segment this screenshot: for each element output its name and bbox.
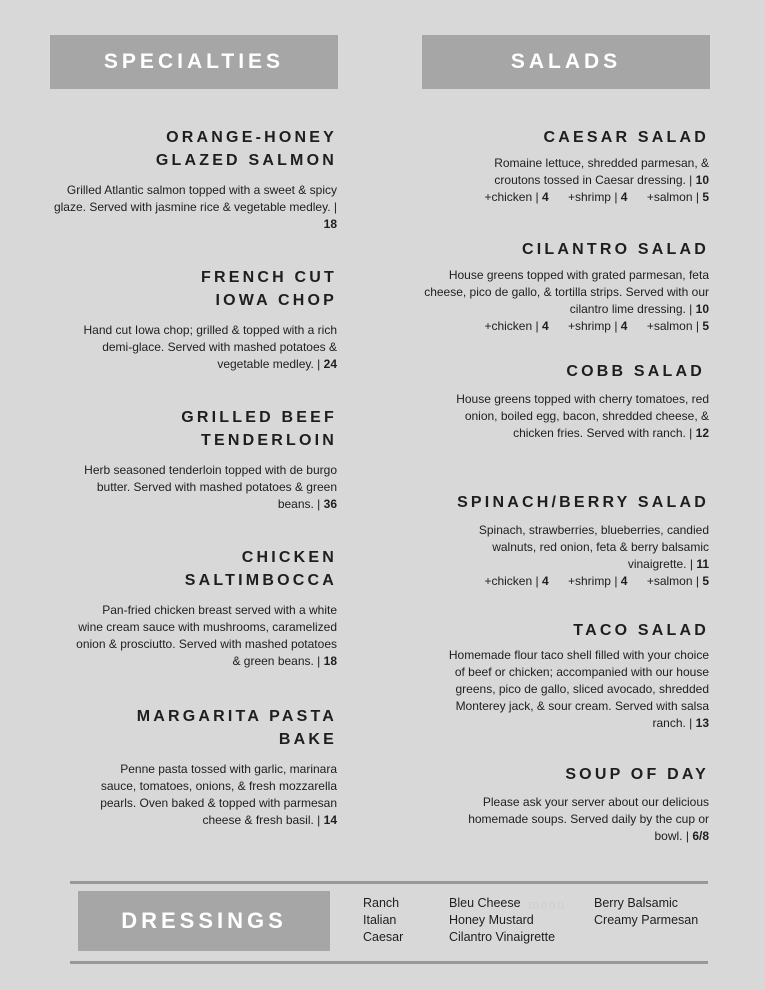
item-name: BAKE	[278, 731, 337, 748]
item-price: 10	[695, 302, 709, 316]
dressing-item: Italian	[363, 913, 397, 927]
item-price: 6/8	[692, 829, 709, 843]
addon-salmon: +salmon | 5	[646, 574, 709, 588]
dressing-item: Bleu Cheese	[449, 896, 521, 910]
addon-salmon: +salmon | 5	[646, 190, 709, 204]
dressings-title: DRESSINGS	[121, 908, 287, 933]
item-name: CILANTRO SALAD	[521, 241, 709, 258]
item-description: Hand cut Iowa chop; grilled & topped with a rich demi-glace. Served with mashed potatoes & vegetable medley. |	[83, 323, 337, 371]
item-price: 18	[323, 217, 337, 231]
specialties-title: SPECIALTIES	[103, 50, 285, 73]
item-name: GLAZED SALMON	[155, 152, 337, 169]
dressing-item: Caesar	[363, 930, 404, 944]
menu-item	[418, 126, 709, 206]
addon-shrimp: +shrimp | 4	[567, 190, 628, 204]
item-name: GRILLED BEEF	[181, 409, 337, 426]
dressing-item: Creamy Parmesan	[594, 913, 699, 927]
dressing-item: Ranch	[363, 896, 400, 910]
salads-column	[418, 0, 709, 880]
divider-bottom	[70, 961, 708, 964]
item-name: CAESAR SALAD	[543, 129, 709, 146]
dressings-header	[78, 891, 330, 951]
item-price: 24	[323, 357, 337, 371]
dressing-item: Cilantro Vinaigrette	[449, 930, 556, 944]
addon-shrimp: +shrimp | 4	[567, 574, 628, 588]
menu-item	[418, 763, 709, 845]
menu-item	[48, 266, 337, 373]
item-description: Homemade flour taco shell filled with your choice of beef or chicken; accompanied with our house greens, pico de gallo, sliced avocado, shredded Monterey jack, & sour cream. Served with salsa ranch. |	[448, 648, 709, 730]
watermark: menu	[528, 897, 566, 913]
menu-item	[418, 238, 709, 335]
item-description: Spinach, strawberries, blueberries, candied walnuts, red onion, feta & berry balsamic vinaigrette. |	[478, 523, 709, 571]
dressing-item: Honey Mustard	[449, 913, 534, 927]
item-description: House greens topped with cherry tomatoes, red onion, boiled egg, bacon, shredded cheese, & chicken fries. Served with ranch. |	[456, 392, 709, 440]
item-price: 10	[695, 173, 709, 187]
add-ons	[418, 318, 709, 335]
dressing-item: Berry Balsamic	[594, 896, 679, 910]
item-description: Penne pasta tossed with garlic, marinara sauce, tomatoes, onions, & fresh mozzarella pearls. Oven baked & topped with parmesan cheese & fresh basil. |	[100, 762, 337, 827]
item-description: Grilled Atlantic salmon topped with a sweet & spicy glaze. Served with jasmine rice & vegetable medley. |	[53, 183, 337, 214]
item-price: 13	[695, 716, 709, 730]
item-name: COBB SALAD	[566, 363, 705, 380]
item-name: SOUP OF DAY	[565, 766, 709, 783]
menu-item	[418, 360, 709, 442]
menu-item	[418, 619, 709, 732]
item-price: 11	[696, 557, 709, 571]
item-name: CHICKEN	[241, 549, 337, 566]
menu-item	[48, 406, 337, 513]
menu-item	[418, 491, 709, 590]
item-name: IOWA CHOP	[215, 292, 337, 309]
menu-item	[48, 546, 337, 670]
addon-shrimp: +shrimp | 4	[567, 319, 628, 333]
addon-salmon: +salmon | 5	[646, 319, 709, 333]
dressings-list-3	[594, 895, 698, 929]
addon-chicken: +chicken | 4	[484, 574, 549, 588]
item-name: TENDERLOIN	[201, 432, 337, 449]
item-name: SPINACH/BERRY SALAD	[457, 494, 709, 511]
item-description: House greens topped with grated parmesan, feta cheese, pico de gallo, & tortilla strips. Served with our cilantro lime dressing. |	[424, 268, 709, 316]
item-description: Pan-fried chicken breast served with a white wine cream sauce with mushrooms, caramelized onion & prosciutto. Served with mashed potatoes & green beans. |	[76, 603, 337, 668]
item-price: 12	[695, 426, 709, 440]
item-name: SALTIMBOCCA	[184, 572, 337, 589]
specialties-column	[48, 0, 337, 880]
menu-item	[48, 126, 337, 233]
item-name: ORANGE-HONEY	[166, 129, 337, 146]
menu-item	[48, 705, 337, 829]
item-price: 36	[323, 497, 337, 511]
addon-chicken: +chicken | 4	[484, 190, 549, 204]
item-name: FRENCH CUT	[201, 269, 337, 286]
item-description: Romaine lettuce, shredded parmesan, & croutons tossed in Caesar dressing. |	[494, 156, 709, 187]
add-ons	[418, 573, 709, 590]
item-name: TACO SALAD	[573, 622, 709, 639]
dressings-list-1	[363, 895, 403, 946]
item-name: MARGARITA PASTA	[136, 708, 337, 725]
add-ons	[418, 189, 709, 206]
addon-chicken: +chicken | 4	[484, 319, 549, 333]
item-description: Herb seasoned tenderloin topped with de burgo butter. Served with mashed potatoes & green beans. |	[84, 463, 337, 511]
divider-top	[70, 881, 708, 884]
salads-title: SALADS	[510, 50, 622, 73]
item-price: 14	[323, 813, 337, 827]
item-price: 18	[323, 654, 337, 668]
item-description: Please ask your server about our delicious homemade soups. Served daily by the cup or bowl. |	[468, 795, 709, 843]
